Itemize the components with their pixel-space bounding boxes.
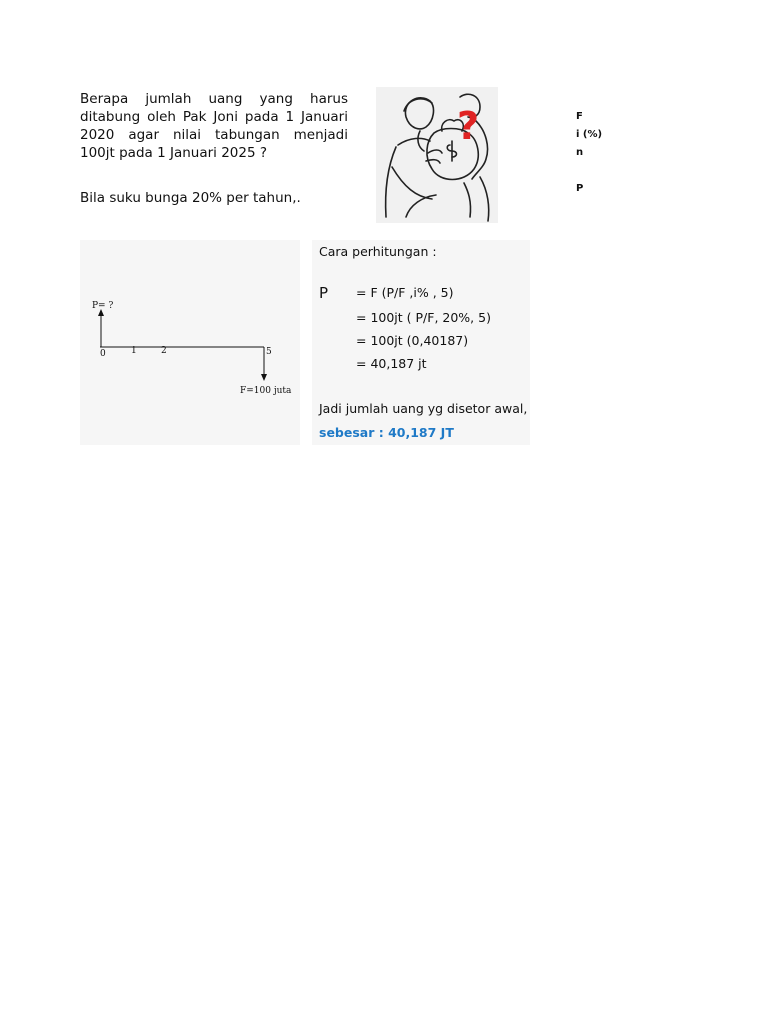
question-text: Berapa jumlah uang yang harus ditabung oleh Pak Joni pada 1 Januari 2020 agar nilai tabungan menjadi 100jt pada 1 Januari 2025 ?: [80, 91, 348, 161]
solution-title: Cara perhitungan :: [319, 244, 437, 259]
p-label: P= ?: [92, 301, 114, 311]
variable-i: i (%): [576, 129, 603, 140]
variable-blank: [576, 162, 602, 180]
cash-flow-diagram: [80, 240, 300, 445]
solution-step-1: = F (P/F ,i% , 5): [356, 285, 454, 300]
variable-f: F: [576, 111, 583, 122]
answer-text: sebesar : 40,187 JT: [319, 425, 454, 440]
interest-rate-text: Bila suku bunga 20% per tahun,.: [80, 190, 301, 206]
tick-0: 0: [100, 349, 106, 359]
variable-n: n: [576, 147, 584, 158]
solution-step-3: = 100jt (0,40187): [356, 333, 469, 348]
question-mark: ?: [456, 104, 480, 148]
variable-p: P: [576, 183, 584, 194]
variable-list: [576, 108, 602, 198]
man-holding-money-bag-icon: [376, 87, 498, 223]
f-arrow-head: [261, 374, 267, 381]
solution-step-2: = 100jt ( P/F, 20%, 5): [356, 310, 491, 325]
tick-5: 5: [266, 347, 272, 357]
tick-2: 2: [161, 346, 167, 356]
tick-1: 1: [131, 346, 137, 356]
solution-step-4: = 40,187 jt: [356, 356, 427, 371]
illustration: [376, 87, 498, 223]
conclusion-text: Jadi jumlah uang yg disetor awal,: [319, 401, 528, 416]
solution-symbol: P: [319, 284, 329, 302]
f-label: F=100 juta: [240, 386, 292, 396]
